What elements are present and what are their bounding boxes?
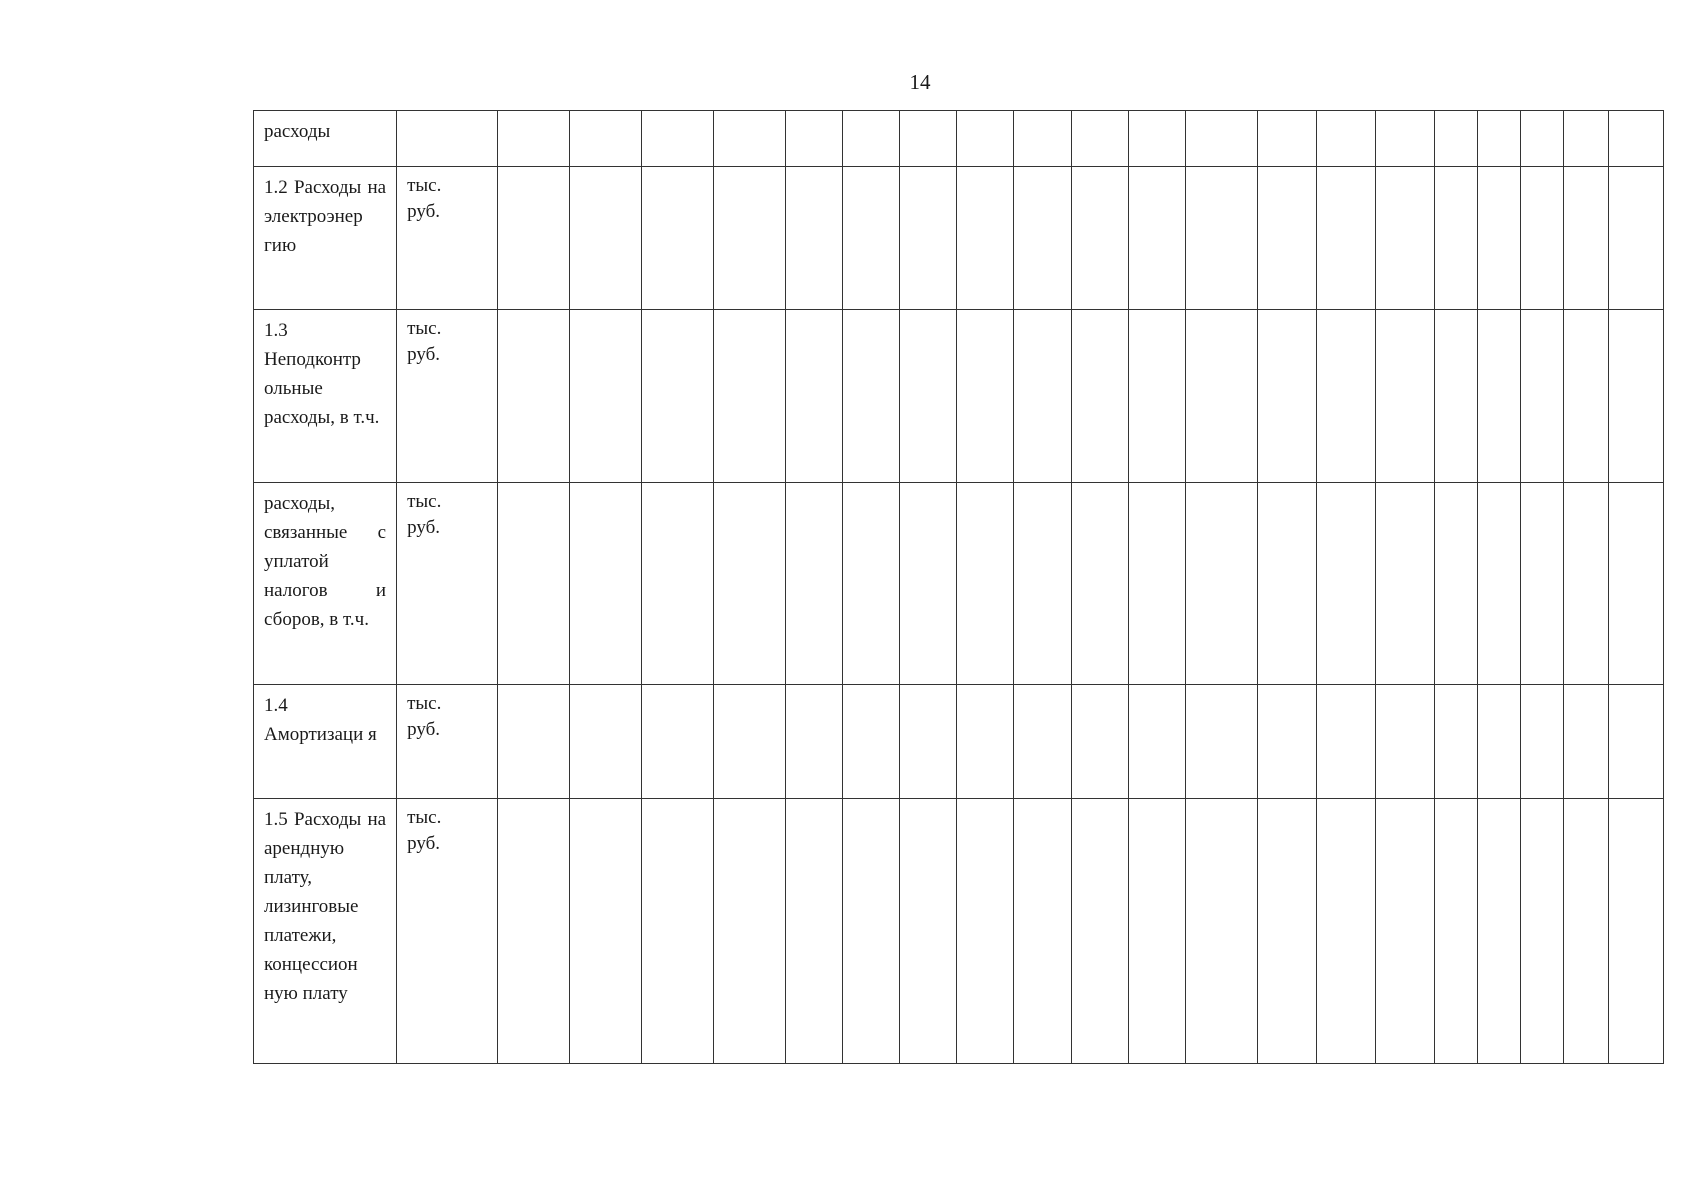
unit-line: тыс. [407, 318, 442, 339]
unit-line: руб. [407, 833, 441, 854]
value-cell [1257, 483, 1316, 685]
value-cell [714, 111, 786, 167]
value-cell [786, 483, 843, 685]
value-cell [1128, 111, 1185, 167]
table-row [254, 799, 1664, 1064]
value-cell [843, 310, 900, 483]
value-cell [714, 310, 786, 483]
value-cell [1563, 685, 1608, 799]
value-cell [498, 167, 570, 310]
value-cell [843, 483, 900, 685]
row-label: 1.5 Расходы на арендную плату, лизинговые платежи, концессион ную плату [254, 799, 397, 1064]
value-cell [1434, 483, 1477, 685]
value-cell [642, 685, 714, 799]
value-cell [1608, 167, 1663, 310]
value-cell [1520, 685, 1563, 799]
value-cell [1477, 111, 1520, 167]
unit-line: руб. [407, 517, 441, 538]
value-cell [786, 111, 843, 167]
value-cell [1128, 799, 1185, 1064]
value-cell [1071, 483, 1128, 685]
row-label: 1.2 Расходы на электроэнер гию [254, 167, 397, 310]
value-cell [786, 685, 843, 799]
value-cell [714, 167, 786, 310]
value-cell [1375, 111, 1434, 167]
value-cell [1257, 799, 1316, 1064]
value-cell [900, 111, 957, 167]
value-cell [957, 111, 1014, 167]
value-cell [1608, 111, 1663, 167]
value-cell [1185, 310, 1257, 483]
value-cell [900, 167, 957, 310]
value-cell [714, 799, 786, 1064]
value-cell [1375, 483, 1434, 685]
value-cell [1316, 483, 1375, 685]
value-cell [642, 483, 714, 685]
value-cell [1520, 111, 1563, 167]
value-cell [1014, 111, 1071, 167]
value-cell [786, 310, 843, 483]
value-cell [1014, 310, 1071, 483]
unit-line: тыс. [407, 693, 442, 714]
value-cell [1608, 799, 1663, 1064]
value-cell [957, 685, 1014, 799]
value-cell [498, 310, 570, 483]
value-cell [570, 483, 642, 685]
value-cell [1071, 310, 1128, 483]
value-cell [1257, 111, 1316, 167]
row-label: расходы [254, 111, 397, 167]
row-unit [397, 310, 498, 483]
value-cell [1520, 310, 1563, 483]
value-cell [1071, 685, 1128, 799]
value-cell [1434, 111, 1477, 167]
value-cell [1520, 167, 1563, 310]
value-cell [1014, 799, 1071, 1064]
value-cell [642, 799, 714, 1064]
value-cell [570, 685, 642, 799]
value-cell [786, 799, 843, 1064]
value-cell [1563, 167, 1608, 310]
value-cell [1608, 685, 1663, 799]
value-cell [1477, 483, 1520, 685]
value-cell [1128, 167, 1185, 310]
expense-table [253, 110, 1664, 1064]
value-cell [1375, 799, 1434, 1064]
value-cell [498, 685, 570, 799]
value-cell [642, 111, 714, 167]
unit-line: тыс. [407, 807, 442, 828]
value-cell [843, 685, 900, 799]
value-cell [1608, 310, 1663, 483]
value-cell [1608, 483, 1663, 685]
value-cell [1434, 685, 1477, 799]
value-cell [1014, 167, 1071, 310]
value-cell [1477, 685, 1520, 799]
value-cell [900, 799, 957, 1064]
row-unit [397, 111, 498, 167]
value-cell [498, 483, 570, 685]
value-cell [843, 799, 900, 1064]
unit-line: руб. [407, 719, 441, 740]
row-unit [397, 167, 498, 310]
value-cell [1375, 685, 1434, 799]
unit-line: руб. [407, 344, 441, 365]
value-cell [1257, 685, 1316, 799]
value-cell [570, 167, 642, 310]
value-cell [1563, 483, 1608, 685]
row-label: 1.3 Неподконтр ольные расходы, в т.ч. [254, 310, 397, 483]
value-cell [1257, 167, 1316, 310]
value-cell [1375, 310, 1434, 483]
value-cell [957, 483, 1014, 685]
row-unit [397, 483, 498, 685]
row-label: 1.4 Амортизаци я [254, 685, 397, 799]
value-cell [1477, 799, 1520, 1064]
value-cell [1375, 167, 1434, 310]
unit-line: тыс. [407, 175, 442, 196]
table-row [254, 685, 1664, 799]
table-row [254, 483, 1664, 685]
value-cell [498, 799, 570, 1064]
unit-line: тыс. [407, 491, 442, 512]
value-cell [957, 310, 1014, 483]
value-cell [1128, 685, 1185, 799]
value-cell [1014, 483, 1071, 685]
value-cell [714, 483, 786, 685]
value-cell [1563, 310, 1608, 483]
value-cell [900, 483, 957, 685]
value-cell [1128, 483, 1185, 685]
table-row [254, 111, 1664, 167]
value-cell [1316, 167, 1375, 310]
value-cell [570, 310, 642, 483]
value-cell [1014, 685, 1071, 799]
value-cell [1185, 111, 1257, 167]
value-cell [642, 167, 714, 310]
page-number: 14 [909, 70, 931, 94]
value-cell [1520, 483, 1563, 685]
row-label: расходы, связанные с уплатой налогов и сборов, в т.ч. [254, 483, 397, 685]
row-unit [397, 799, 498, 1064]
value-cell [900, 685, 957, 799]
value-cell [843, 111, 900, 167]
value-cell [1563, 799, 1608, 1064]
unit-line: руб. [407, 201, 441, 222]
value-cell [957, 799, 1014, 1064]
row-unit [397, 685, 498, 799]
value-cell [498, 111, 570, 167]
value-cell [1477, 167, 1520, 310]
value-cell [1316, 685, 1375, 799]
value-cell [1128, 310, 1185, 483]
value-cell [1316, 310, 1375, 483]
value-cell [1316, 799, 1375, 1064]
value-cell [1185, 685, 1257, 799]
value-cell [642, 310, 714, 483]
value-cell [1316, 111, 1375, 167]
value-cell [843, 167, 900, 310]
value-cell [1257, 310, 1316, 483]
value-cell [570, 799, 642, 1064]
value-cell [1563, 111, 1608, 167]
value-cell [1520, 799, 1563, 1064]
value-cell [900, 310, 957, 483]
value-cell [957, 167, 1014, 310]
value-cell [1185, 799, 1257, 1064]
value-cell [1071, 799, 1128, 1064]
value-cell [1434, 310, 1477, 483]
value-cell [786, 167, 843, 310]
value-cell [1071, 111, 1128, 167]
value-cell [1185, 167, 1257, 310]
table-row [254, 310, 1664, 483]
value-cell [1434, 167, 1477, 310]
value-cell [1071, 167, 1128, 310]
value-cell [1185, 483, 1257, 685]
value-cell [570, 111, 642, 167]
value-cell [1434, 799, 1477, 1064]
value-cell [1477, 310, 1520, 483]
table-row [254, 167, 1664, 310]
value-cell [714, 685, 786, 799]
